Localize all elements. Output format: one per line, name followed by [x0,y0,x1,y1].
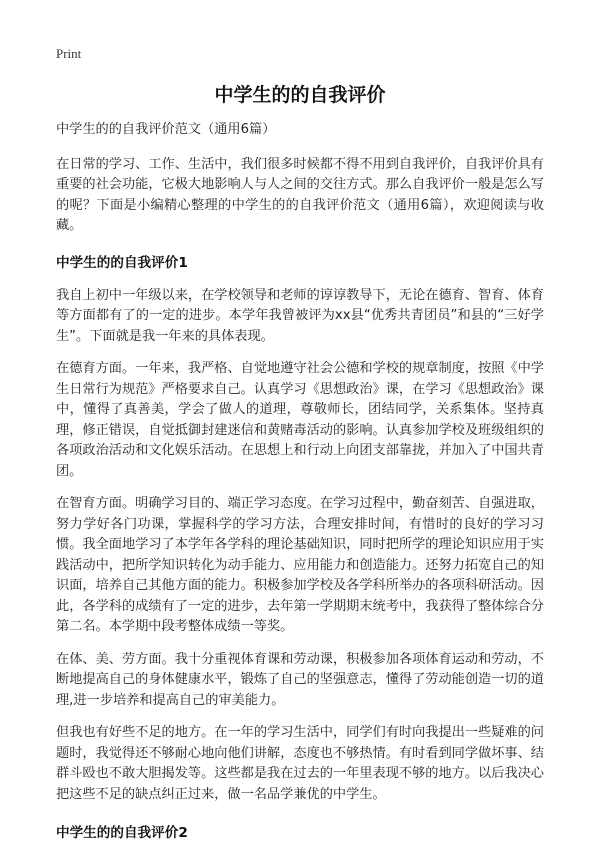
section-heading-1: 中学生的的自我评价1 [56,254,188,271]
page-title: 中学生的的自我评价 [214,84,386,106]
section1-paragraph-1: 我自上初中一年级以来，在学校领导和老师的谆谆教导下，无论在德育、智育、体育等方面都有了的一定的进步。本学年我曾被评为xx县“优秀共青团员”和县的“三好学生”。下面就是我一年来的具体表现。 [56,287,544,344]
section1-paragraph-3: 在智育方面。明确学习目的、端正学习态度。在学习过程中，勤奋刻苦、自强进取，努力学好各门功课，掌握科学的学习方法，合理安排时间，有惜时的良好的学习习惯。我全面地学习了本学年各学科的理论基础知识，同时把所学的理论知识应用于实践活动中，把所学知识转化为动手能力、应用能力和创造能力。还努力拓宽自己的知识面，培养自己其他方面的能力。积极参加学校及各学科所举办的各项科研活动。因此，各学科的成绩有了一定的进步，去年第一学期期末统考中，我获得了整体综合分第二名。本学期中段考整体成绩一等奖。 [56,496,544,634]
document-body [56,120,544,856]
document-subtitle: 中学生的的自我评价范文（通用6篇） [56,122,276,137]
section1-paragraph-4: 在体、美、劳方面。我十分重视体育课和劳动课，积极参加各项体育运动和劳动，不断地提高自己的身体健康水平，锻炼了自己的坚强意志，懂得了劳动能创造一切的道理,进一步培养和提高自己的审美能力。 [56,651,544,708]
section1-paragraph-2: 在德育方面。一年来，我严格、自觉地遵守社会公德和学校的规章制度，按照《中学生日常行为规范》严格要求自己。认真学习《思想政治》课，在学习《思想政治》课中，懂得了真善美，学会了做人的道理，尊敬师长，团结同学，关系集体。坚持真理，修正错误，自觉抵御封建迷信和黄赌毒活动的影响。认真参加学校及班级组织的各项政治活动和文化娱乐活动。在思想上和行动上向团支部靠拢，并加入了中国共青团。 [56,361,544,479]
intro-paragraph: 在日常的学习、工作、生活中，我们很多时候都不得不用到自我评价，自我评价具有重要的社会功能，它极大地影响人与人之间的交往方式。那么自我评价一般是怎么写的呢？下面是小编精心整理的中学生的的自我评价范文（通用6篇），欢迎阅读与收藏。 [56,156,544,233]
print-link[interactable]: Print [56,46,82,61]
section-heading-2: 中学生的的自我评价2 [56,825,188,841]
section1-paragraph-5: 但我也有好些不足的地方。在一年的学习生活中，同学们有时向我提出一些疑难的问题时，我觉得还不够耐心地向他们讲解，态度也不够热情。有时看到同学做坏事、结群斗殴也不敢大胆揭发等。这些都是我在过去的一年里表现不够的地方。以后我决心把这些不足的缺点纠正过来，做一名品学兼优的中学生。 [56,725,544,802]
